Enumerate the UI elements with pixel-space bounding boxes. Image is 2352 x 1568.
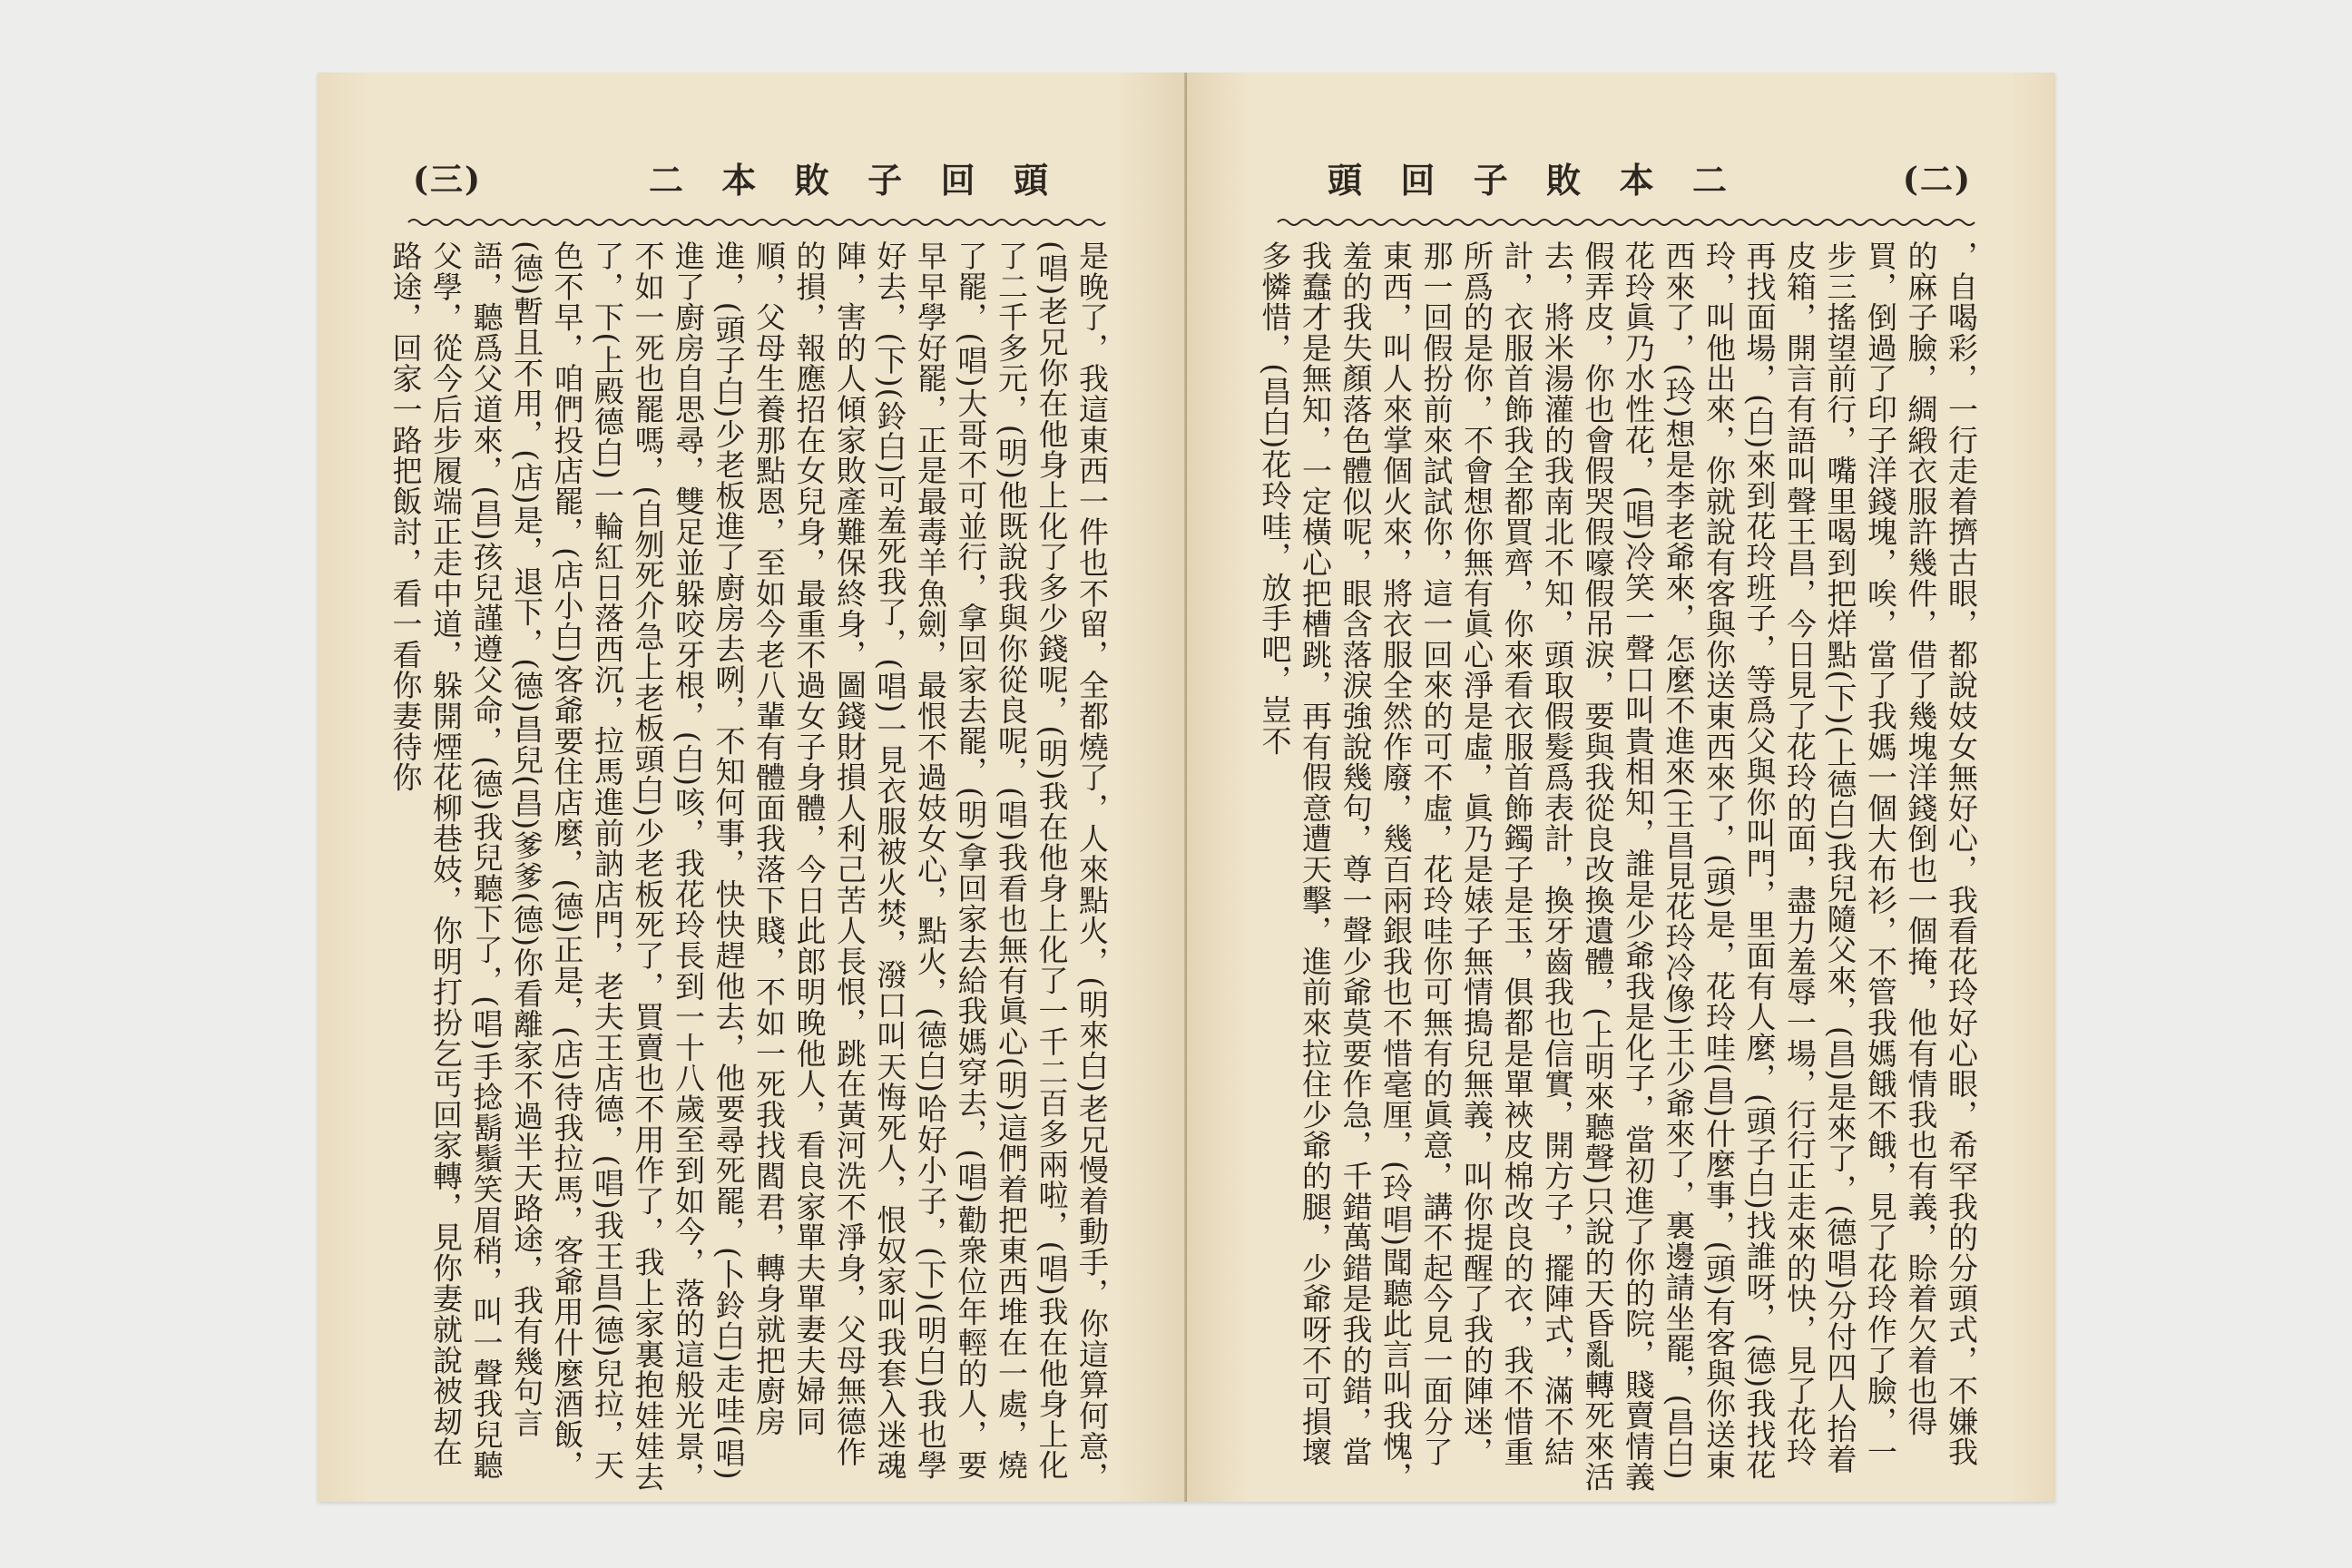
title-char: 頭	[1328, 159, 1363, 201]
title-char: 本	[721, 159, 757, 201]
title-char: 回	[940, 159, 975, 201]
title-char: 回	[1400, 159, 1436, 201]
header-wavy-rule	[408, 209, 1112, 236]
title-char: 子	[1473, 159, 1508, 201]
title-char: 敗	[794, 159, 829, 201]
book-spread	[318, 73, 2055, 1506]
title-char: 子	[867, 159, 903, 201]
title-char: 頭	[1013, 159, 1048, 201]
right-page-number: (二)	[1902, 160, 1972, 199]
right-body-text: ，自喝彩，一行走着擠古眼，都說妓女無好心，我看花玲好心眼，希罕我的分頭式，不嫌我的麻子臉，綢緞衣服許幾件，借了幾塊洋錢倒也一個掩，他有情我也有義，賒着欠着也得買，倒過了印子洋錢塊，唉，當了我媽一個大布衫，不管我媽餓不餓，見了花玲作了臉，一步三搖望前行，嘴里喝到把烊點(下)(上德白)我兒隨父來，(昌)是來了，(德唱)分付四人抬着皮箱，開言有語叫聲王昌，今日見了花玲的面，盡力羞辱一場，行行正走來的快，見了花玲再找面場，(白)來到花玲班子，等爲父與你叫門，里面有人麼，(頭子白)找誰呀，(德)我找花玲，叫他出來，你就說有客與你送東西來了，(頭)是，花玲哇(昌)什麼事，(頭)有客與你送東西來了，(玲)想是李老爺來，怎麼不進來(王昌見花玲冷像)王少爺來了，裏邊請坐罷，(昌白)花玲眞乃水性花，(唱)冷笑一聲口叫貴相知，誰是少爺我是化子，當初進了你的院，賤賣情義假弄皮，你也會假哭假嚎假吊淚，要與我從良改換遺體，(上明來聽聲)只說的天昏亂轉死來活去，將米湯灌的我南北不知，頭取假髮爲表計，換牙齒我也信實，開方子，擺陣式，滿不結計，衣服首飾我全都買齊，你來看衣服首飾鐲子是玉，俱都是單裌皮棉改良的衣，我不惜重所爲的是你，不會想你無有眞心淨是虛，眞乃是婊子無情搗兒無義，叫你提醒了我的陣迷，那一回假扮前來試試你，這一回來的可不虛，花玲哇你可無有的眞意，講不起今見一面分了東西，叫人來掌個火來，將衣服全然作廢，幾百兩銀我也不惜毫厘，(玲唱)聞聽此言叫我愧，羞的我失顏落色體似呢，眼含落淚強說幾句，尊一聲少爺莫要作急，千錯萬錯是我的錯，當我蠢才是無知，一定橫心把槽跳，再有假意遭天擊，進前來拉住少爺的腿，少爺呀不可損壞多憐惜，(昌白)花玲哇，放手吧，豈不	[1257, 240, 1979, 1493]
right-page-header	[1282, 150, 1972, 204]
title-char: 二	[649, 159, 684, 201]
left-page-header	[413, 150, 1102, 204]
left-body-text: 是晚了，我這東西一件也不留，全都燒了，人來點火，(明來白)老兄慢着動手，你這算何意，(唱)老兄你在他身上化了多少錢呢，(明)我在他身上化了一千二百多兩啦，(唱)我在他身上化了二千多元，(明)他既說我與你從良呢，(唱)我看也無有眞心(明)這們着把東西堆在一處，燒了罷，(唱)大哥不可並行，拿回家去罷，(明)拿回家去給我媽穿去，(唱)勸衆位年輕的人，要早早學好罷，正是最毒羊魚劍，最恨不過妓女心，點火，(德白)哈好小子，(下)(明白)我也學好去，(下)(鈴白)可羞死我了，(唱)一見衣服被火焚，潑口叫天悔死人，恨奴家叫我套入迷魂陣，害的人傾家敗產難保終身，圖錢財損人利己苦人長恨，跳在黃河洗不淨身，父母無德作的損，報應招在女兒身，最重不過女子身體，今日此郎明晚他人，看良家單夫單妻夫婦同順，父母生養那點恩，至如今老八輩有體面我落下賤，不如一死我找閻君，轉身就把廚房進，(頭子白)少老板進了廚房去咧，不知何事，快快趕他去，他要尋死罷，(卜鈴白)走哇(唱)進了廚房自思尋，雙足並躲咬牙根，(白)咳，我花玲長到一十八歲至到如今，落的這般光景，不如一死也罷嗎，(自刎死介急上老板頭白)少老板死了，買賣也不用作了，我上家裏抱娃娃去了，下(上殿德白)一輪紅日落西沉，拉馬進前訥店門，老夫王店德，(唱)我王昌(德)兒拉，天色不早，咱們投店罷，(店小白)客爺要住店麼，(德)正是，(店)待我拉馬，客爺用什麼酒飯，(德)暫且不用，(店)是，退下，(德)昌兒(昌)爹爹(德)你看離家不過半天路途，我有幾句言語，聽爲父道來，(昌)孩兒謹遵父命，(德)我兒聽下了，(唱)手捻鬍鬚笑眉稍，叫一聲我兒聽父學，從今后步履端正走中道，躲開煙花柳巷妓，你明打扮乞丐回家轉，見你妻就說被刼在路途，回家一路把飯討，看一看你妻待你	[387, 240, 1110, 1493]
header-wavy-rule	[1278, 209, 1981, 236]
right-running-title	[1328, 152, 1727, 202]
title-char: 敗	[1546, 159, 1582, 201]
left-page-body	[387, 240, 1112, 1497]
title-char: 本	[1619, 159, 1654, 201]
left-page	[318, 73, 1187, 1502]
left-running-title	[649, 152, 1048, 202]
left-page-number: (三)	[413, 160, 483, 199]
title-char: 二	[1691, 159, 1727, 201]
right-page-body	[1257, 240, 1981, 1497]
right-page	[1187, 73, 2055, 1502]
